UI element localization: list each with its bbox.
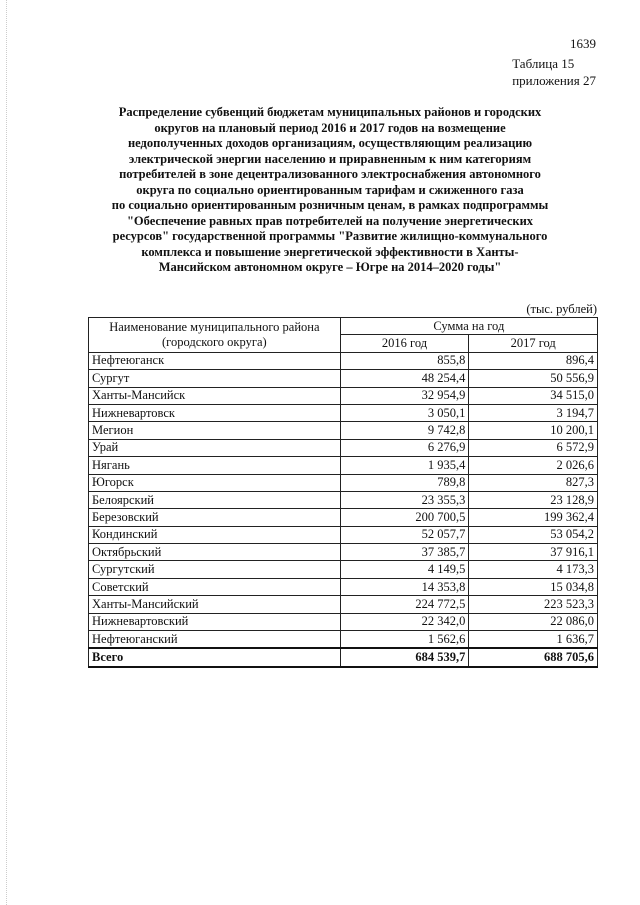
sum-2016-cell: 23 355,3 bbox=[340, 491, 469, 508]
sum-2017-cell: 50 556,9 bbox=[469, 370, 598, 387]
header-annual-sum: Сумма на год bbox=[340, 318, 597, 335]
document-title bbox=[80, 105, 580, 276]
district-name-cell: Югорск bbox=[89, 474, 341, 491]
sum-2016-cell: 9 742,8 bbox=[340, 422, 469, 439]
table-row bbox=[89, 561, 598, 578]
sum-2016-cell: 32 954,9 bbox=[340, 387, 469, 404]
district-name-cell: Нефтеюганский bbox=[89, 631, 341, 649]
sum-2016-cell: 200 700,5 bbox=[340, 509, 469, 526]
table-row bbox=[89, 596, 598, 613]
district-name-cell: Всего bbox=[89, 648, 341, 666]
sum-2016-cell: 6 276,9 bbox=[340, 439, 469, 456]
table-body bbox=[89, 352, 598, 667]
sum-2017-cell: 2 026,6 bbox=[469, 457, 598, 474]
sum-2017-cell: 688 705,6 bbox=[469, 648, 598, 666]
table-label: Таблица 15 bbox=[512, 56, 575, 71]
table-row bbox=[89, 439, 598, 456]
header-year-2017: 2017 год bbox=[469, 335, 598, 352]
table-row bbox=[89, 387, 598, 404]
sum-2017-cell: 4 173,3 bbox=[469, 561, 598, 578]
table-row bbox=[89, 370, 598, 387]
table-row bbox=[89, 457, 598, 474]
sum-2017-cell: 827,3 bbox=[469, 474, 598, 491]
sum-2016-cell: 37 385,7 bbox=[340, 544, 469, 561]
district-name-cell: Белоярский bbox=[89, 491, 341, 508]
sum-2017-cell: 37 916,1 bbox=[469, 544, 598, 561]
title-line: округов на плановый период 2016 и 2017 годов на возмещение bbox=[154, 120, 506, 135]
subsidy-table bbox=[88, 317, 598, 668]
table-row bbox=[89, 526, 598, 543]
district-name-cell: Нижневартовск bbox=[89, 404, 341, 421]
district-name-cell: Кондинский bbox=[89, 526, 341, 543]
sum-2017-cell: 1 636,7 bbox=[469, 631, 598, 649]
appendix-label: приложения 27 bbox=[512, 73, 596, 88]
title-line: комплекса и повышение энергетической эффективности в Ханты- bbox=[141, 244, 519, 259]
sum-2017-cell: 223 523,3 bbox=[469, 596, 598, 613]
sum-2016-cell: 22 342,0 bbox=[340, 613, 469, 630]
sum-2017-cell: 199 362,4 bbox=[469, 509, 598, 526]
title-line: потребителей в зоне децентрализованного электроснабжения автономного bbox=[119, 167, 541, 181]
page-number: 1639 bbox=[570, 36, 596, 51]
sum-2016-cell: 48 254,4 bbox=[340, 370, 469, 387]
sum-2016-cell: 855,8 bbox=[340, 352, 469, 369]
table-reference bbox=[512, 55, 596, 89]
title-line: по социально ориентированным розничным ценам, в рамках подпрограммы bbox=[111, 198, 549, 212]
sum-2017-cell: 896,4 bbox=[469, 352, 598, 369]
table-row bbox=[89, 352, 598, 369]
district-name-cell: Нягань bbox=[89, 457, 341, 474]
district-name-cell: Советский bbox=[89, 578, 341, 595]
table-row bbox=[89, 474, 598, 491]
table-row bbox=[89, 578, 598, 595]
sum-2017-cell: 10 200,1 bbox=[469, 422, 598, 439]
sum-2016-cell: 52 057,7 bbox=[340, 526, 469, 543]
sum-2017-cell: 53 054,2 bbox=[469, 526, 598, 543]
sum-2017-cell: 15 034,8 bbox=[469, 578, 598, 595]
header-year-2016: 2016 год bbox=[340, 335, 469, 352]
sum-2016-cell: 1 935,4 bbox=[340, 457, 469, 474]
sum-2016-cell: 789,8 bbox=[340, 474, 469, 491]
sum-2016-cell: 224 772,5 bbox=[340, 596, 469, 613]
page-margin-line bbox=[6, 0, 7, 905]
district-name-cell: Сургут bbox=[89, 370, 341, 387]
table-row bbox=[89, 404, 598, 421]
title-line: Распределение субвенций бюджетам муниципальных районов и городских bbox=[118, 105, 542, 119]
title-line: ресурсов" государственной программы "Развитие жилищно-коммунального bbox=[112, 229, 548, 243]
sum-2017-cell: 6 572,9 bbox=[469, 439, 598, 456]
district-name-cell: Березовский bbox=[89, 509, 341, 526]
sum-2017-cell: 34 515,0 bbox=[469, 387, 598, 404]
district-name-cell: Урай bbox=[89, 439, 341, 456]
table-row bbox=[89, 491, 598, 508]
title-line: "Обеспечение равных прав потребителей на получение энергетических bbox=[126, 213, 534, 228]
sum-2016-cell: 684 539,7 bbox=[340, 648, 469, 666]
title-line: электрической энергии населению и приравненным к ним категориям bbox=[128, 151, 532, 166]
sum-2017-cell: 23 128,9 bbox=[469, 491, 598, 508]
district-name-cell: Мегион bbox=[89, 422, 341, 439]
header-district-name: Наименование муниципального района (городского округа) bbox=[89, 318, 341, 353]
table-row bbox=[89, 509, 598, 526]
district-name-cell: Нефтеюганск bbox=[89, 352, 341, 369]
sum-2017-cell: 22 086,0 bbox=[469, 613, 598, 630]
title-line: недополученных доходов организациям, осуществляющим реализацию bbox=[127, 136, 533, 150]
sum-2016-cell: 4 149,5 bbox=[340, 561, 469, 578]
district-name-cell: Ханты-Мансийск bbox=[89, 387, 341, 404]
district-name-cell: Октябрьский bbox=[89, 544, 341, 561]
table-row bbox=[89, 544, 598, 561]
district-name-cell: Ханты-Мансийский bbox=[89, 596, 341, 613]
sum-2016-cell: 14 353,8 bbox=[340, 578, 469, 595]
sum-2016-cell: 1 562,6 bbox=[340, 631, 469, 649]
sum-2017-cell: 3 194,7 bbox=[469, 404, 598, 421]
district-name-cell: Сургутский bbox=[89, 561, 341, 578]
units-label: (тыс. рублей) bbox=[526, 302, 597, 316]
sum-2016-cell: 3 050,1 bbox=[340, 404, 469, 421]
total-row bbox=[89, 648, 598, 666]
table-row bbox=[89, 422, 598, 439]
title-line: округа по социально ориентированным тарифам и сжиженного газа bbox=[136, 182, 524, 197]
table-row bbox=[89, 613, 598, 630]
title-line: Мансийском автономном округе – Югре на 2014–2020 годы" bbox=[158, 260, 502, 274]
district-name-cell: Нижневартовский bbox=[89, 613, 341, 630]
table-row bbox=[89, 631, 598, 649]
